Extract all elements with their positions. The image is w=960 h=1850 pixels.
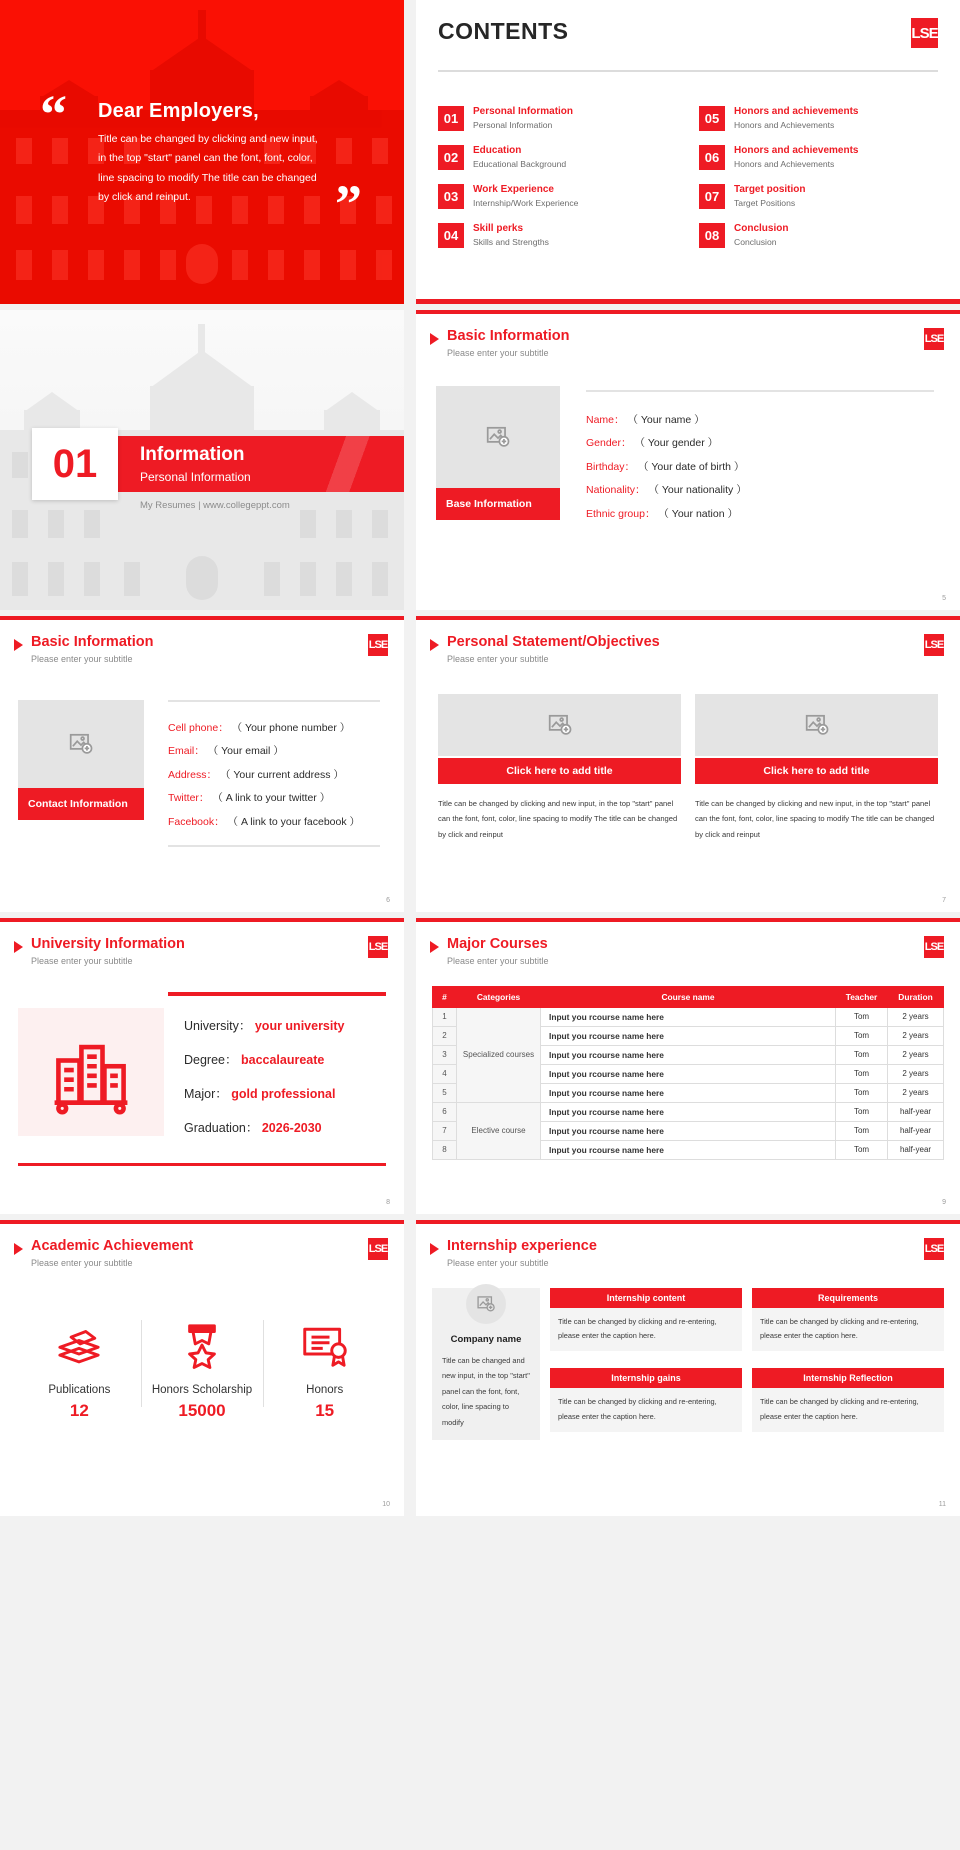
cell-course-name: Input you rcourse name here bbox=[541, 1045, 836, 1064]
cell-duration: 2 years bbox=[888, 1083, 944, 1102]
quote-close-icon: ” bbox=[335, 174, 362, 234]
cell-teacher: Tom bbox=[836, 1102, 888, 1121]
page-title: Major Courses bbox=[447, 936, 548, 952]
info-key: Cell phone： bbox=[168, 721, 229, 734]
toc-subtitle: Target Positions bbox=[734, 197, 796, 208]
stat-label: Honors bbox=[306, 1383, 344, 1396]
info-row bbox=[586, 414, 934, 427]
toc-number: 06 bbox=[699, 145, 725, 170]
cell-course-name: Input you rcourse name here bbox=[541, 1102, 836, 1121]
table-row bbox=[433, 1007, 944, 1026]
th-index: # bbox=[433, 986, 457, 1007]
cell-duration: 2 years bbox=[888, 1026, 944, 1045]
add-image-icon bbox=[547, 712, 573, 738]
cell-index: 8 bbox=[433, 1140, 457, 1159]
cover-body-text: Title can be changed by clicking and new input, in the top "start" panel can the font, font, color, line spacing to modify The title can be changed by click and reinput. bbox=[98, 133, 318, 204]
quote-open-icon: “ bbox=[40, 84, 67, 144]
cell-course-name: Input you rcourse name here bbox=[541, 1140, 836, 1159]
card-body: Title can be changed by clicking and re-entering, please enter the caption here. bbox=[550, 1308, 742, 1352]
statement-text: Title can be changed by clicking and new input, in the top "start" panel can the font, font, color, line spacing to modify The title can be changed by click and reinput bbox=[695, 798, 935, 839]
info-key: Email： bbox=[168, 745, 205, 758]
row-value: gold professional bbox=[231, 1086, 336, 1101]
toc-number: 02 bbox=[438, 145, 464, 170]
slide-cover[interactable] bbox=[0, 0, 404, 304]
info-key: Ethnic group： bbox=[586, 508, 656, 521]
row-value: baccalaureate bbox=[240, 1052, 325, 1067]
info-value: （ Your phone number ） bbox=[231, 721, 351, 734]
toc-subtitle: Skills and Strengths bbox=[473, 236, 549, 247]
stat-publications bbox=[18, 1314, 141, 1421]
lse-logo: LSE bbox=[924, 328, 944, 350]
slide-major-courses[interactable] bbox=[416, 918, 960, 1214]
cell-teacher: Tom bbox=[836, 1121, 888, 1140]
info-key: Gender： bbox=[586, 437, 632, 450]
books-icon bbox=[18, 1314, 141, 1376]
card-header: Internship gains bbox=[550, 1368, 742, 1388]
slide-contact-information[interactable] bbox=[0, 616, 404, 912]
cell-index: 2 bbox=[433, 1026, 457, 1045]
page-subtitle: Please enter your subtitle bbox=[31, 1257, 133, 1268]
internship-card bbox=[550, 1288, 742, 1360]
internship-card bbox=[752, 1288, 944, 1360]
medal-icon bbox=[141, 1314, 264, 1376]
page-title: Basic Information bbox=[31, 634, 154, 650]
lse-logo: LSE bbox=[368, 634, 388, 656]
info-value: （ Your nationality ） bbox=[648, 484, 747, 497]
page-subtitle: Please enter your subtitle bbox=[447, 653, 549, 664]
toc-title: Personal Information bbox=[473, 106, 574, 117]
cell-category: Elective course bbox=[457, 1102, 541, 1159]
divider bbox=[586, 390, 934, 392]
info-value: （ Your email ） bbox=[207, 745, 284, 758]
th-teacher: Teacher bbox=[836, 986, 888, 1007]
toc-title: Work Experience bbox=[473, 184, 554, 196]
base-information-badge: Base Information bbox=[436, 488, 560, 520]
toc-subtitle: Conclusion bbox=[734, 236, 777, 247]
triangle-bullet-icon bbox=[430, 639, 439, 651]
stat-honors-scholarship bbox=[141, 1314, 264, 1421]
toc-item[interactable] bbox=[699, 223, 938, 248]
toc-subtitle: Internship/Work Experience bbox=[473, 197, 579, 208]
lse-logo: LSE bbox=[368, 1238, 388, 1260]
statement-text: Title can be changed by clicking and new input, in the top "start" panel can the font, font, color, line spacing to modify The title can be changed by click and reinput bbox=[438, 798, 678, 839]
cell-course-name: Input you rcourse name here bbox=[541, 1083, 836, 1102]
info-value: （ Your name ） bbox=[627, 413, 705, 426]
row-key: University： bbox=[184, 1018, 252, 1033]
card-header: Internship Reflection bbox=[752, 1368, 944, 1388]
toc-number: 07 bbox=[699, 184, 725, 209]
lse-logo: LSE bbox=[911, 18, 938, 48]
row-value: your university bbox=[254, 1018, 345, 1033]
toc-number: 08 bbox=[699, 223, 725, 248]
page-subtitle: Please enter your subtitle bbox=[447, 955, 549, 966]
section-subtitle: Personal Information bbox=[140, 470, 251, 484]
toc-item[interactable] bbox=[699, 184, 938, 209]
card-header: Internship content bbox=[550, 1288, 742, 1308]
contact-information-badge: Contact Information bbox=[18, 788, 144, 820]
cell-index: 1 bbox=[433, 1007, 457, 1026]
info-value: （ Your nation ） bbox=[658, 508, 738, 521]
table-header-row bbox=[433, 986, 944, 1007]
toc-number: 05 bbox=[699, 106, 725, 131]
page-number: 10 bbox=[382, 1501, 390, 1508]
toc-item[interactable] bbox=[699, 106, 938, 131]
toc-number: 03 bbox=[438, 184, 464, 209]
info-key: Facebook： bbox=[168, 816, 225, 829]
info-row bbox=[168, 816, 380, 829]
info-value: （ A link to your facebook ） bbox=[227, 816, 361, 829]
info-row bbox=[168, 745, 380, 758]
toc-title: Conclusion bbox=[734, 223, 789, 235]
card-body: Title can be changed by clicking and re-entering, please enter the caption here. bbox=[550, 1388, 742, 1432]
university-row bbox=[184, 1050, 386, 1068]
cell-index: 7 bbox=[433, 1121, 457, 1140]
row-key: Graduation： bbox=[184, 1120, 259, 1135]
card-header: Requirements bbox=[752, 1288, 944, 1308]
slide-section-divider[interactable] bbox=[0, 310, 404, 610]
triangle-bullet-icon bbox=[14, 639, 23, 651]
toc-subtitle: Educational Background bbox=[473, 158, 567, 169]
cell-index: 4 bbox=[433, 1064, 457, 1083]
divider bbox=[438, 70, 938, 72]
cell-teacher: Tom bbox=[836, 1083, 888, 1102]
photo-placeholder[interactable] bbox=[695, 694, 938, 756]
stat-value: 12 bbox=[69, 1400, 89, 1420]
stat-label: Publications bbox=[48, 1383, 111, 1396]
slide-university-information[interactable] bbox=[0, 918, 404, 1214]
bottom-red-rule bbox=[18, 1163, 386, 1166]
page-subtitle: Please enter your subtitle bbox=[31, 653, 133, 664]
info-value: （ Your date of birth ） bbox=[637, 460, 745, 473]
page-subtitle: Please enter your subtitle bbox=[31, 955, 133, 966]
university-buildings-icon bbox=[45, 1026, 137, 1118]
slide-personal-statement[interactable] bbox=[416, 616, 960, 912]
company-description: Title can be changed and new input, in the top "start" panel can the font, font, color, line spacing to modify bbox=[442, 1355, 530, 1427]
th-course-name: Course name bbox=[541, 986, 836, 1007]
page-number: 7 bbox=[942, 897, 946, 904]
section-footer: My Resumes | www.collegeppt.com bbox=[140, 500, 290, 511]
triangle-bullet-icon bbox=[14, 941, 23, 953]
contents-heading: CONTENTS bbox=[438, 18, 569, 44]
statistics-row bbox=[0, 1268, 404, 1421]
photo-placeholder[interactable] bbox=[436, 386, 560, 488]
page-number: 8 bbox=[386, 1199, 390, 1206]
photo-placeholder[interactable] bbox=[466, 1284, 506, 1324]
cell-duration: 2 years bbox=[888, 1045, 944, 1064]
page-title: Basic Information bbox=[447, 328, 570, 344]
info-value: （ A link to your twitter ） bbox=[212, 792, 331, 805]
page-subtitle: Please enter your subtitle bbox=[447, 1257, 549, 1268]
cell-duration: 2 years bbox=[888, 1007, 944, 1026]
cell-course-name: Input you rcourse name here bbox=[541, 1064, 836, 1083]
page-number: 9 bbox=[942, 1199, 946, 1206]
toc-item[interactable] bbox=[438, 145, 677, 170]
slide-basic-information[interactable] bbox=[416, 310, 960, 610]
page-subtitle: Please enter your subtitle bbox=[447, 347, 549, 358]
toc-item[interactable] bbox=[438, 184, 677, 209]
slide-contents[interactable] bbox=[416, 0, 960, 304]
triangle-bullet-icon bbox=[430, 941, 439, 953]
toc-item[interactable] bbox=[438, 106, 677, 131]
university-row bbox=[184, 1016, 386, 1034]
university-detail-list bbox=[184, 1008, 386, 1152]
cell-course-name: Input you rcourse name here bbox=[541, 1007, 836, 1026]
th-categories: Categories bbox=[457, 986, 541, 1007]
courses-table bbox=[432, 986, 944, 1160]
triangle-bullet-icon bbox=[430, 1243, 439, 1255]
toc-title: Honors and achievements bbox=[734, 106, 859, 117]
page-title: Personal Statement/Objectives bbox=[447, 634, 660, 650]
add-title-button[interactable]: Click here to add title bbox=[438, 758, 681, 784]
info-value: （ Your current address ） bbox=[219, 768, 344, 781]
cell-category: Specialized courses bbox=[457, 1007, 541, 1102]
contents-list bbox=[438, 106, 938, 248]
row-key: Major： bbox=[184, 1086, 228, 1101]
info-row bbox=[586, 461, 934, 474]
info-row bbox=[168, 769, 380, 782]
th-duration: Duration bbox=[888, 986, 944, 1007]
add-image-icon bbox=[485, 424, 511, 450]
cell-teacher: Tom bbox=[836, 1026, 888, 1045]
certificate-icon bbox=[263, 1314, 386, 1376]
info-value: （ Your gender ） bbox=[634, 437, 719, 450]
divider bbox=[168, 845, 380, 847]
info-key: Nationality： bbox=[586, 484, 646, 497]
toc-title: Skill perks bbox=[473, 223, 524, 235]
cell-teacher: Tom bbox=[836, 1045, 888, 1064]
statement-card bbox=[695, 694, 938, 843]
info-key: Birthday： bbox=[586, 460, 636, 473]
cell-index: 5 bbox=[433, 1083, 457, 1102]
add-image-icon bbox=[804, 712, 830, 738]
toc-subtitle: Personal Information bbox=[473, 119, 553, 130]
page-number: 5 bbox=[942, 595, 946, 602]
toc-subtitle: Honors and Achievements bbox=[734, 119, 835, 130]
cell-index: 6 bbox=[433, 1102, 457, 1121]
slide-internship-experience[interactable] bbox=[416, 1220, 960, 1516]
lse-logo: LSE bbox=[368, 936, 388, 958]
lse-logo: LSE bbox=[924, 936, 944, 958]
lse-logo: LSE bbox=[924, 1238, 944, 1260]
add-title-button[interactable]: Click here to add title bbox=[695, 758, 938, 784]
toc-number: 01 bbox=[438, 106, 464, 131]
cell-duration: half-year bbox=[888, 1140, 944, 1159]
internship-card bbox=[550, 1368, 742, 1440]
info-row bbox=[168, 792, 380, 805]
info-row bbox=[586, 508, 934, 521]
info-row bbox=[168, 722, 380, 735]
section-number: 01 bbox=[32, 428, 118, 500]
row-value: 2026-2030 bbox=[261, 1120, 322, 1135]
cell-duration: half-year bbox=[888, 1121, 944, 1140]
buildings-icon-box bbox=[18, 1008, 164, 1136]
add-image-icon bbox=[476, 1294, 496, 1314]
bottom-accent-bar bbox=[416, 299, 960, 304]
triangle-bullet-icon bbox=[14, 1243, 23, 1255]
stat-value: 15 bbox=[315, 1400, 335, 1420]
cell-teacher: Tom bbox=[836, 1007, 888, 1026]
stat-value: 15000 bbox=[178, 1400, 226, 1420]
table-row bbox=[433, 1102, 944, 1121]
section-title: Information bbox=[140, 444, 245, 465]
page-number: 6 bbox=[386, 897, 390, 904]
toc-title: Honors and achievements bbox=[734, 145, 859, 157]
cell-teacher: Tom bbox=[836, 1140, 888, 1159]
toc-item[interactable] bbox=[699, 145, 938, 170]
page-title: Internship experience bbox=[447, 1238, 597, 1254]
internship-cards-grid bbox=[550, 1288, 944, 1441]
page-title: Academic Achievement bbox=[31, 1238, 194, 1254]
cell-index: 3 bbox=[433, 1045, 457, 1064]
info-key: Name： bbox=[586, 413, 625, 426]
card-body: Title can be changed by clicking and re-entering, please enter the caption here. bbox=[752, 1388, 944, 1432]
stat-honors bbox=[263, 1314, 386, 1421]
toc-title: Education bbox=[473, 145, 522, 157]
statement-card bbox=[438, 694, 681, 843]
divider bbox=[168, 700, 380, 702]
cell-duration: half-year bbox=[888, 1102, 944, 1121]
cover-title: Dear Employers, bbox=[98, 100, 259, 122]
slide-academic-achievement[interactable] bbox=[0, 1220, 404, 1516]
info-key: Address： bbox=[168, 768, 218, 781]
toc-item[interactable] bbox=[438, 223, 677, 248]
info-key: Twitter： bbox=[168, 792, 210, 805]
page-number: 11 bbox=[938, 1501, 946, 1508]
company-panel bbox=[432, 1288, 540, 1441]
cell-course-name: Input you rcourse name here bbox=[541, 1121, 836, 1140]
toc-title: Target position bbox=[734, 184, 806, 196]
toc-number: 04 bbox=[438, 223, 464, 248]
lse-logo: LSE bbox=[924, 634, 944, 656]
university-row bbox=[184, 1118, 386, 1136]
internship-card bbox=[752, 1368, 944, 1440]
card-body: Title can be changed by clicking and re-entering, please enter the caption here. bbox=[752, 1308, 944, 1352]
info-row bbox=[586, 437, 934, 450]
stat-label: Honors Scholarship bbox=[151, 1383, 253, 1396]
triangle-bullet-icon bbox=[430, 333, 439, 345]
cell-teacher: Tom bbox=[836, 1064, 888, 1083]
page-title: University Information bbox=[31, 936, 185, 952]
top-red-rule bbox=[168, 992, 386, 996]
toc-subtitle: Honors and Achievements bbox=[734, 158, 835, 169]
cell-duration: 2 years bbox=[888, 1064, 944, 1083]
photo-placeholder[interactable] bbox=[438, 694, 681, 756]
company-name: Company name bbox=[450, 1333, 522, 1345]
university-row bbox=[184, 1084, 386, 1102]
info-row bbox=[586, 484, 934, 497]
photo-placeholder[interactable] bbox=[18, 700, 144, 788]
cell-course-name: Input you rcourse name here bbox=[541, 1026, 836, 1045]
add-image-icon bbox=[68, 731, 94, 757]
row-key: Degree： bbox=[184, 1052, 238, 1067]
